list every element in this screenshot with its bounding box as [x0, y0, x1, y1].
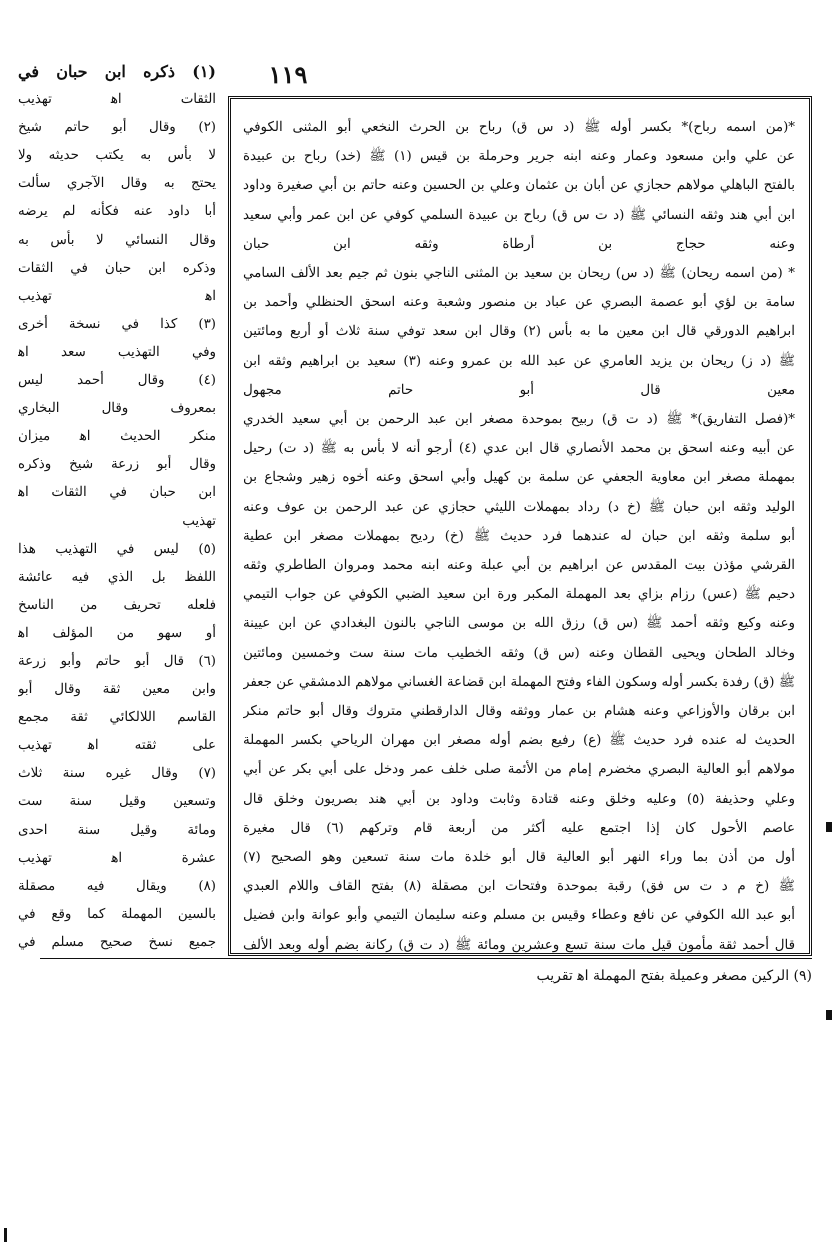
footnote-line: (٥) ليس في التهذيب هذا: [18, 541, 216, 557]
main-text-line: عن أبيه وعنه اسحق بن محمد الأنصاري قال ابن عدي (٤) أرجو أنه لا بأس به ﷺ (د ت) رحيل: [243, 441, 795, 457]
footnote-line: وتسعين وقيل سنة ست: [18, 794, 216, 810]
main-text-line: ابن برقان والأوزاعي وعنه هشام بن عمار ووثقه وقال الدارقطني متروك وقال أبو حاتم منكر: [243, 704, 795, 720]
main-text-line: ابن أبي هند وثقه النسائي ﷺ (د ت س ق) رباح بن عبيدة السلمي كوفي عن ابن عمر وأبي سعيد: [243, 207, 795, 223]
footnote-line: فلعله تحريف من الناسخ: [18, 597, 216, 613]
main-text-line: وخالد الطحان ويحيى القطان وعنه (س ق) وثقه الخطيب مات سنة ست وخمسين ومائتين: [243, 645, 795, 661]
footnote-line: وقال النسائي لا بأس به: [18, 232, 216, 248]
footnote-divider: [40, 958, 812, 959]
main-text-line: مولاهم أبو العالية البصري مخضرم إمام من الأئمة صلى خلف عمر ودخل على أبي بكر عن أبي: [243, 762, 795, 778]
footnote-line: لا بأس به يكتب حديثه ولا: [18, 148, 216, 164]
footnote-line: (٣) كذا في نسخة أخرى: [18, 316, 216, 332]
footnote-line: تهذيب: [182, 513, 216, 529]
main-text-line: أول من أذن بما وراء النهر أبو العالية قال أبو خلدة مات سنة تسعين وهو الصحيح (٧): [243, 850, 795, 866]
footnote-line: بمعروف وقال البخاري: [18, 401, 216, 417]
footnote-line: عشرة اﻫ تهذيب: [18, 850, 216, 866]
main-text-line: ﷺ (د ز) ريحان بن يزيد العامري عن عبد الله بن عمرو وعنه (٣) سعيد بن ابراهيم وثقه ابن: [243, 353, 795, 369]
main-text-line: سامة بن لؤي أبو عصمة البصري عن عباد بن منصور وشعبة وعنه اسحق الحنظلي وأحمد بن: [243, 295, 795, 311]
main-text-line: معين قال أبو حاتم مجهول: [243, 382, 795, 398]
margin-mark: [826, 822, 832, 832]
footnote-column: [18, 58, 216, 958]
footnote-line: (٧) وقال غيره سنة ثلاث: [18, 766, 216, 782]
footnote-line: (٢) وقال أبو حاتم شيخ: [18, 120, 216, 136]
footnote-line: وذكره ابن حبان في الثقات: [18, 260, 216, 276]
page-number: ١١٩: [268, 60, 308, 89]
main-text-line: الوليد وثقه ابن حبان ﷺ (خ د) رداد بمهملات الليثي حجازي عن عبد الرحمن بن عوف وعنه: [243, 499, 795, 515]
main-text-line: *(فصل التفاريق)* ﷺ (د ت ق) ربيح بموحدة مصغر ابن عبد الرحمن بن أبي سعيد الخدري: [243, 412, 795, 428]
footnote-line: (٦) قال أبو حاتم وأبو زرعة: [18, 653, 216, 669]
main-text-line: الحديث له عنده فرد حديث ﷺ (ع) رفيع بضم أوله مصغر ابن مهران الرياحي بكسر المهملة: [243, 733, 795, 749]
footnote-line: ومائة وقيل سنة احدى: [18, 822, 216, 838]
footnote-line: اللفظ بل الذي فيه عائشة: [18, 569, 216, 585]
footnote-line: (٨) ويقال فيه مصقلة: [18, 878, 216, 894]
main-text-line: أبو عبد الله الكوفي عن نافع وعطاء وقيس بن مسلم وعنه سليمان التيمي وأبو عوانة وابن فضيل: [243, 908, 795, 924]
main-text-line: عاصم الأحول كان إذا اجتمع عليه أكثر من أربعة قام وتركهم (٦) قال مغيرة: [243, 820, 795, 836]
main-text-line: أبو سلمة وثقه ابن حبان له عندهما فرد حديث ﷺ (خ) رديح بمهملات مصغر ابن عطية: [243, 528, 795, 544]
bottom-footnote: (٩) الركين مصغر وعميلة بفتح المهملة اﻫ تقريب: [536, 968, 812, 984]
main-text-frame: [228, 96, 812, 956]
main-text-line: القرشي مؤذن بيت المقدس عن ابراهيم بن أبي عبلة وعنه ابنه محمد ومروان الطاطري وثقه: [243, 558, 795, 574]
footnote-line: (١) ذكره ابن حبان في: [18, 62, 216, 81]
main-text-line: عن علي وابن مسعود وعمار وعنه ابنه جرير وحرملة بن قيس (١) ﷺ (خد) رباح بن عبيدة: [243, 149, 795, 165]
main-text-line: وعنه حجاج بن أرطاة وثقه ابن حبان: [243, 236, 795, 252]
footnote-line: على ثقته اﻫ تهذيب: [18, 738, 216, 754]
footnote-line: بالسين المهملة كما وقع في: [18, 906, 216, 922]
main-text-line: بمهملة مصغر ابن معاوية الجعفي عن سلمة بن كهيل وأبي اسحق وعنه أخوه زهير وشجاع بن: [243, 470, 795, 486]
footnote-line: ابن حبان في الثقات اﻫ: [18, 485, 216, 501]
main-text-line: ﷺ (خ م د ت س فق) رقبة بموحدة وفتحات ابن مصقلة (٨) بفتح القاف واللام العبدي: [243, 879, 795, 895]
main-text-line: دحيم ﷺ (عس) رزام بزاي بعد المهملة المكبر ورة ابن سعيد الضبي الكوفي عن جواب التيمي: [243, 587, 795, 603]
footnote-line: وفي التهذيب سعد اﻫ: [18, 344, 216, 360]
footnote-line: القاسم اللالكائي ثقة مجمع: [18, 710, 216, 726]
main-text-line: *(من اسمه رباح)* بكسر أوله ﷺ (د س ق) رباح بن الحرث النخعي أبو المثنى الكوفي: [243, 120, 795, 135]
main-text-line: قال أحمد ثقة مأمون قيل مات سنة تسع وعشرين ومائة ﷺ (د ت ق) ركانة بضم أوله وبعد الألف: [243, 937, 795, 953]
main-text-line: ﷺ (ق) رفدة بكسر أوله وسكون الفاء وفتح المهملة ابن قضاعة الغساني مولاهم الدمشقي عن جعفر: [243, 674, 795, 690]
main-text-line: وعلي وحذيفة (٥) وعليه وخلق وعنه قتادة وثابت وداود بن أبي هند بصريون وخلق قال: [243, 791, 795, 807]
main-text-line: * (من اسمه ريحان) ﷺ (د س) ريحان بن سعيد بن المثنى الناجي بنون ثم جيم بعد الألف السامي: [243, 266, 795, 282]
margin-mark: [826, 1010, 832, 1020]
footnote-line: اﻫ تهذيب: [18, 288, 216, 304]
footnote-line: الثقات اﻫ تهذيب: [18, 92, 216, 108]
main-text-line: بالفتح الباهلي مولاهم حجازي عن أبان بن عثمان وعلي بن الحسين وعنه حاتم بن أبي صغيرة وداود: [243, 178, 795, 194]
footnote-line: وقال أبو زرعة شيخ وذكره: [18, 457, 216, 473]
main-text-line: وعنه وكيع وثقه أحمد ﷺ (س ق) رزق الله بن موسى الناجي بالنون البغدادي عن ابن عيينة: [243, 616, 795, 632]
footnote-line: أبا داود عنه فكأنه لم يرضه: [18, 204, 216, 220]
main-text-line: ابراهيم الدورقي قال ابن معين ما به بأس (٢) وقال ابن سعد توفي سنة ثلاث أو أربع ومائتين: [243, 324, 795, 340]
footnote-line: وابن معين ثقة وقال أبو: [18, 682, 216, 698]
footnote-line: أو سهو من المؤلف اﻫ: [18, 625, 216, 641]
footnote-line: يحتج به وقال الآجري سألت: [18, 176, 216, 192]
footnote-line: منكر الحديث اﻫ ميزان: [18, 429, 216, 445]
footnote-line: جميع نسخ صحيح مسلم في: [18, 934, 216, 950]
margin-mark: [4, 1228, 7, 1242]
footnote-line: (٤) وقال أحمد ليس: [18, 373, 216, 389]
